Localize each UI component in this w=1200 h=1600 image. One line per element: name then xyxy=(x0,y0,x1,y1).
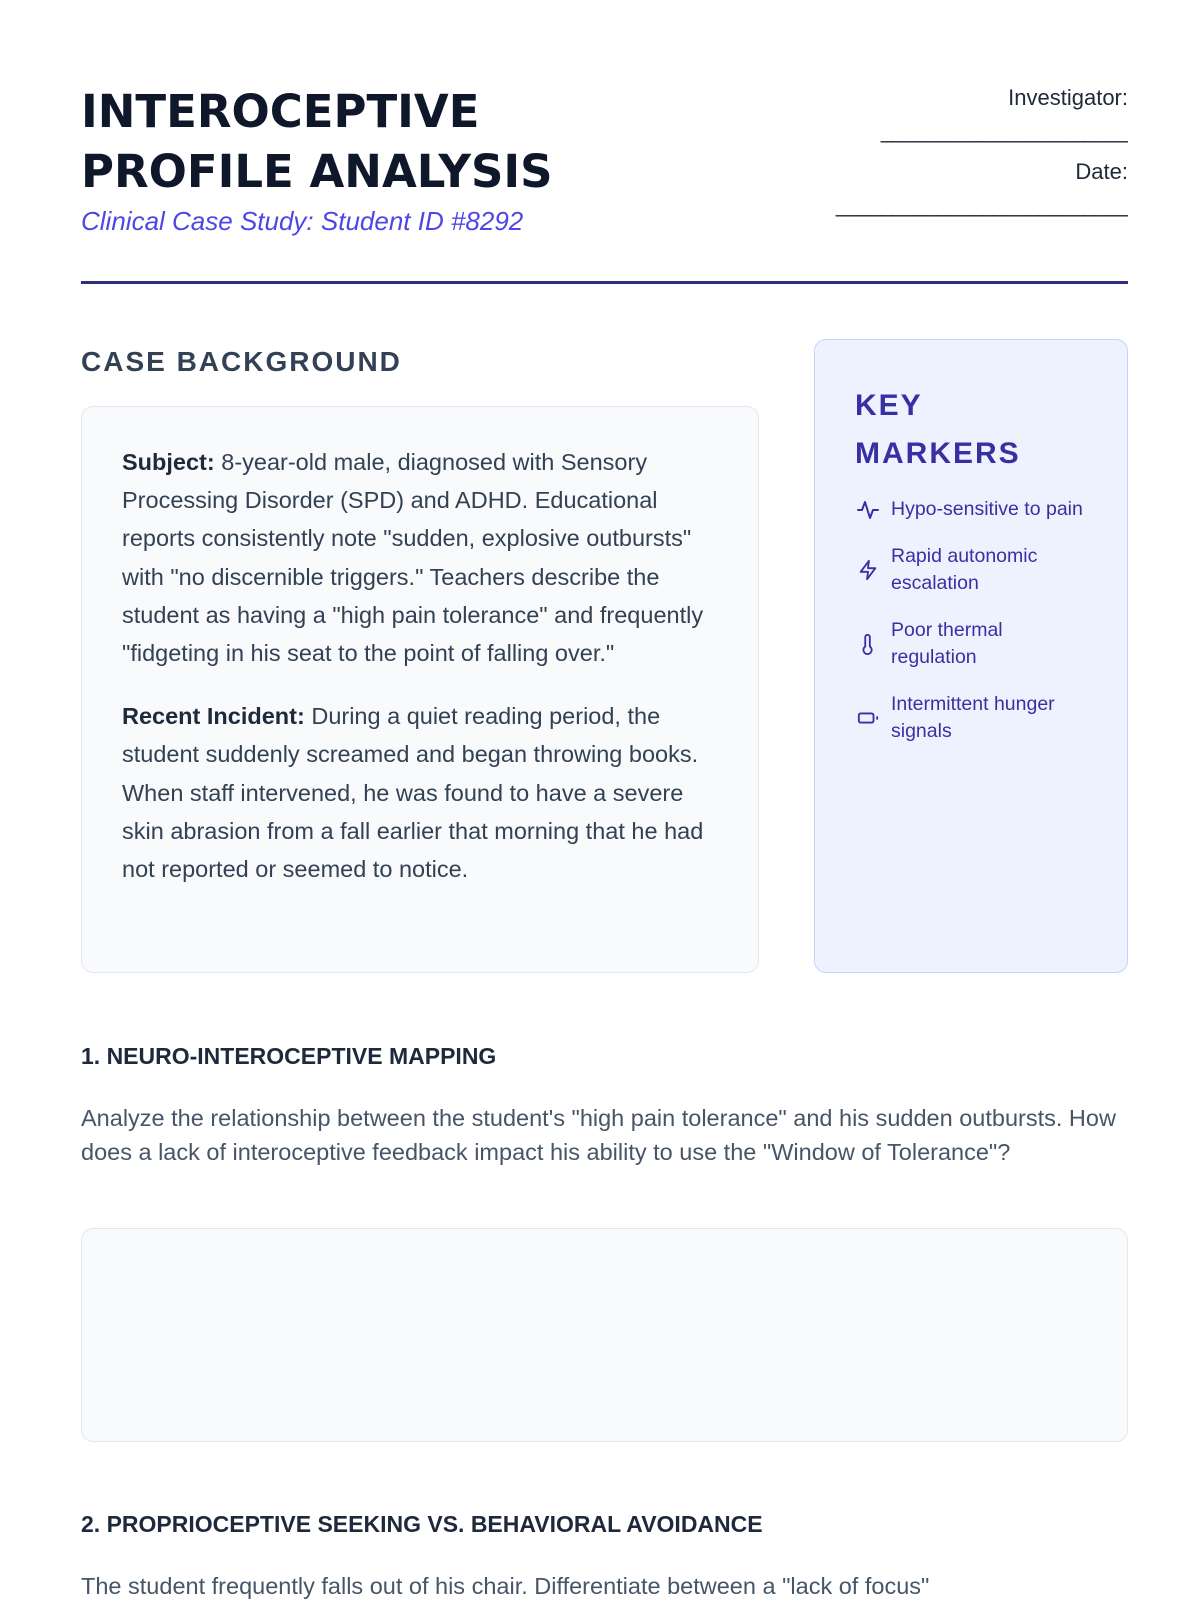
marker-label: Rapid autonomic escalation xyxy=(891,545,1038,594)
case-background-box xyxy=(81,406,759,973)
subject-text: 8-year-old male, diagnosed with Sensory Processing Disorder (SPD) and ADHD. Educational reports consistently note "sudden, explosive outbursts" with "no discernible triggers." Teachers describe the student as having a "high pain tolerance" and frequently "fidgeting in his seat to the point of falling over." xyxy=(122,449,704,667)
question-2-text: The student frequently falls out of his chair. Differentiate between a "lack of focus" xyxy=(81,1573,930,1599)
marker-item xyxy=(855,496,1087,523)
date-label: Date: xyxy=(1075,159,1128,184)
battery-icon xyxy=(855,705,881,731)
question-1-answer-box[interactable] xyxy=(81,1228,1128,1442)
question-1-text: Analyze the relationship between the student's "high pain tolerance" and his sudden outbursts. How does a lack of interoceptive feedback impact his ability to use the "Window of Tolerance"? xyxy=(81,1105,1116,1165)
question-1-title: 1. NEURO-INTEROCEPTIVE MAPPING xyxy=(81,1043,497,1069)
subject-paragraph xyxy=(122,443,718,672)
marker-label: Poor thermal regulation xyxy=(891,619,1003,668)
case-background-heading: CASE BACKGROUND xyxy=(81,346,402,377)
incident-paragraph xyxy=(122,697,718,888)
date-blank[interactable]: __________________________ xyxy=(835,192,1128,217)
marker-item xyxy=(855,543,1087,597)
header xyxy=(81,80,1128,280)
marker-item xyxy=(855,691,1087,745)
key-markers-panel xyxy=(814,339,1128,973)
investigator-field[interactable] xyxy=(708,80,1128,154)
activity-icon xyxy=(855,497,881,523)
subject-label: Subject: xyxy=(122,449,215,475)
marker-label: Intermittent hunger signals xyxy=(891,693,1055,742)
key-markers-heading: KEY MARKERS xyxy=(855,389,1021,470)
title-line-1: INTEROCEPTIVE xyxy=(81,85,480,138)
marker-item xyxy=(855,617,1087,671)
question-2-title: 2. PROPRIOCEPTIVE SEEKING VS. BEHAVIORAL AVOIDANCE xyxy=(81,1511,763,1537)
title-line-2: PROFILE ANALYSIS xyxy=(81,145,553,198)
incident-text: During a quiet reading period, the student suddenly screamed and began throwing books. When staff intervened, he was found to have a severe skin abrasion from a fall earlier that morning that he had not reported or seemed to notice. xyxy=(122,703,704,883)
marker-label: Hypo-sensitive to pain xyxy=(891,498,1083,520)
investigator-label: Investigator: xyxy=(1008,85,1128,110)
zap-icon xyxy=(855,557,881,583)
incident-label: Recent Incident: xyxy=(122,703,305,730)
meta-fields xyxy=(708,80,1128,228)
date-field[interactable] xyxy=(708,154,1128,228)
investigator-blank[interactable]: ______________________ xyxy=(880,118,1128,143)
page-title xyxy=(81,82,701,202)
header-divider xyxy=(81,281,1128,284)
thermometer-icon xyxy=(855,631,881,657)
page-subtitle: Clinical Case Study: Student ID #8292 xyxy=(81,206,524,236)
